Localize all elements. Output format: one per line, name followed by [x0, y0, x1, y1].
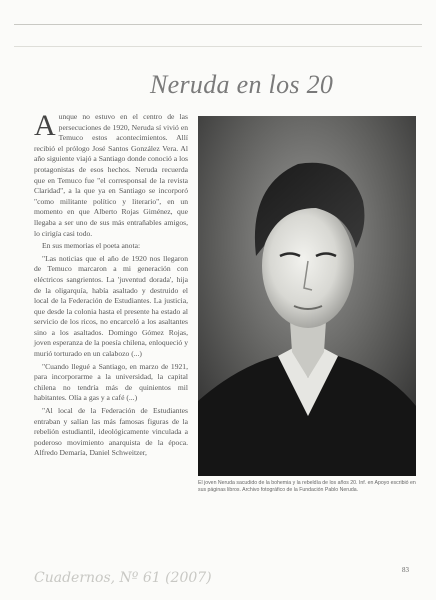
paragraph-2: En sus memorias el poeta anota: [42, 241, 141, 251]
paragraph-3: "Las noticias que el año de 1920 nos llegaron de Temuco marcaron a mi generación con eléctricos sangrientos. La 'juventud dorada', hija de la oligarquía, había asaltado y destruido el local de la Federación de Estudiantes. La justicia, que desde la colonia hasta el presente ha estado al servicio de los ricos, no encarceló a los asaltantes sino a los asaltados. Domingo Gómez Rojas, joven esperanza de la poesía chilena, enloqueció y murió torturado en un calabozo (...) [34, 253, 188, 359]
portrait-image [198, 116, 416, 476]
handwritten-annotation [30, 562, 290, 592]
paragraph-1 [34, 109, 188, 239]
paragraph-1-text: unque no estuvo en el centro de las persecuciones de 1920, Neruda sí vivió en Temuco estos acontecimientos. Allí recibió el prólogo José Santos González Vera. Al año siguiente viajó a Santiago donde conoció a los protagonistas de esos hechos. Neruda recuerda que en Temuco fue "el corresponsal de la revista Claridad", a la que ya en Santiago se incorporó "como militante político y literario", en un momento en que Alberto Rojas Giménez, que llegaba a ser uno de sus más entrañables amigos, lo cirigía casi todo. [34, 112, 188, 238]
neruda-portrait-photo [198, 116, 416, 476]
top-rule [14, 24, 422, 25]
article-title: Neruda en los 20 [150, 70, 334, 99]
drop-cap: A [34, 109, 56, 142]
paragraph-5: "Al local de la Federación de Estudiantes entraban y salían las más famosas figuras de la rebelión estudiantil, ideológicamente vinculada a poderoso movimiento anarquista de la época. Alfredo Demaría, Daniel Schweitzer, [34, 406, 188, 458]
photo-caption: El joven Neruda sacudido de la bohemia y la rebeldía de los años 20. Inf. en Apoyo escribió en sus páginas libros. Archivo fotográfico de la Fundación Pablo Neruda. [198, 480, 416, 493]
page-number: 83 [402, 566, 409, 574]
upper-rule [14, 46, 422, 47]
article-body [34, 109, 188, 461]
handwritten-note: Cuadernos, Nº 61 (2007) [34, 570, 212, 586]
paragraph-4: "Cuando llegué a Santiago, en marzo de 1921, para incorporarme a la universidad, la capital chilena no tendría más de quinientos mil habitantes. Olía a gas y a café (...) [34, 361, 188, 403]
